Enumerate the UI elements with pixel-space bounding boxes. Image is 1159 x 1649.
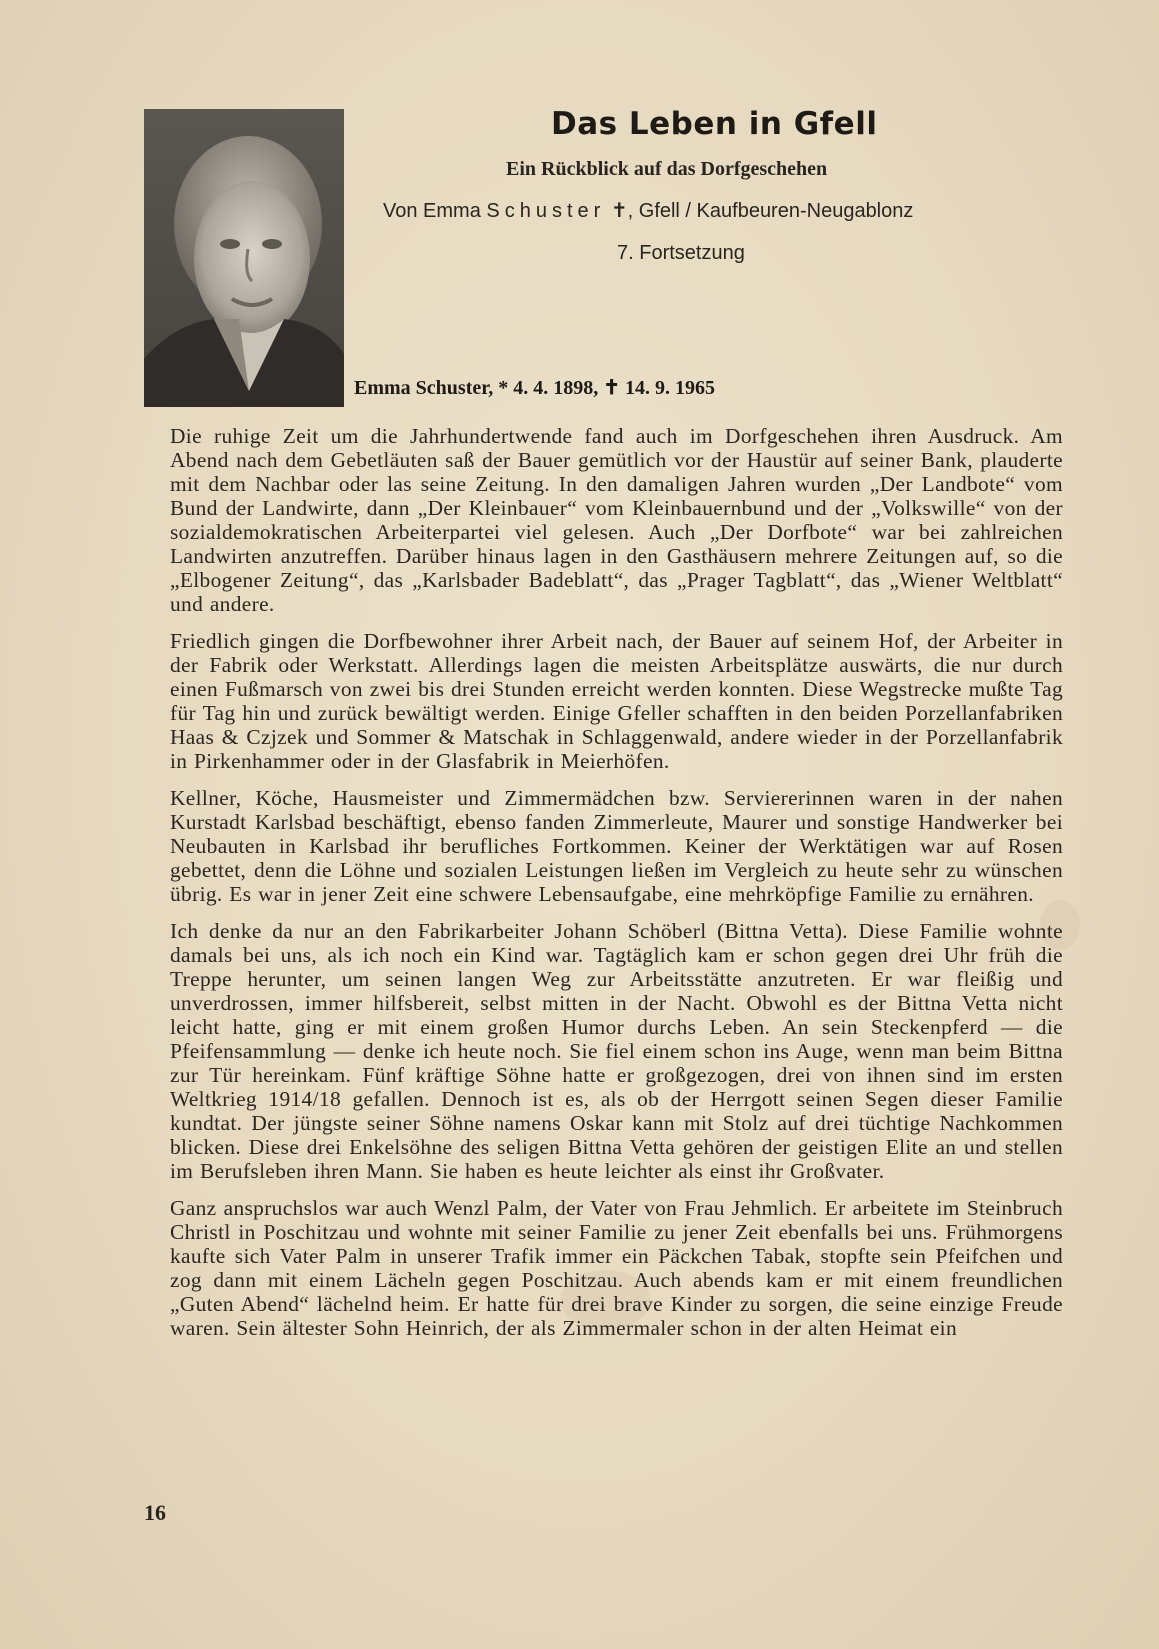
article-title: Das Leben in Gfell: [551, 106, 878, 142]
author-portrait: [144, 109, 344, 407]
byline-author: Schuster: [486, 200, 606, 222]
sequel-label: 7. Fortsetzung: [617, 242, 745, 264]
paragraph: Ganz anspruchslos war auch Wenzl Palm, der Vater von Frau Jehmlich. Er arbeitete im Steinbruch Christl in Poschitzau und wohnte mit seiner Familie zu jener Zeit ebenfalls bei uns. Frühmorgens kaufte sich Vater Palm in unserer Trafik immer ein Päckchen Tabak, stopfte sein Pfeifchen und zog dann mit einem Lächeln gegen Poschitzau. Auch abends kam er mit einem freundlichen „Guten Abend“ lächelnd heim. Er hatte für drei brave Kinder zu sorgen, die seine einzige Freude waren. Sein ältester Sohn Heinrich, der als Zimmermaler schon in der alten Heimat ein: [170, 1196, 1063, 1340]
byline-suffix: ✝, Gfell / Kaufbeuren-Neugablonz: [605, 200, 914, 222]
article-subtitle: Ein Rückblick auf das Dorfgeschehen: [506, 158, 828, 180]
article-body: [170, 424, 1063, 1353]
photo-caption: Emma Schuster, * 4. 4. 1898, ✝ 14. 9. 1965: [354, 377, 716, 399]
paragraph: Ich denke da nur an den Fabrikarbeiter Johann Schöberl (Bittna Vetta). Diese Familie wohnte damals bei uns, als ich noch ein Kind war. Tagtäglich kam er schon gegen drei Uhr früh die Treppe herunter, um seinen langen Weg zur Arbeitsstätte anzutreten. Er war fleißig und unverdrossen, immer hilfsbereit, selbst mitten in der Nacht. Obwohl es der Bittna Vetta nicht leicht hatte, ging er mit einem großen Humor durchs Leben. An sein Steckenpferd — die Pfeifensammlung — denke ich heute noch. Sie fiel einem schon ins Auge, wenn man beim Bittna zur Tür hereinkam. Fünf kräftige Söhne hatte er großgezogen, drei von ihnen sind im ersten Weltkrieg 1914/18 gefallen. Dennoch ist es, als ob der Herrgott seinen Segen dieser Familie kundtat. Der jüngste seiner Söhne namens Oskar kann mit Stolz auf drei tüchtige Nachkommen blicken. Diese drei Enkelsöhne des seligen Bittna Vetta gehören der geistigen Elite an und stellen im Berufsleben ihren Mann. Sie haben es heute leichter als einst ihr Großvater.: [170, 919, 1063, 1183]
article-byline: [383, 198, 913, 223]
page-number: 16: [144, 1500, 166, 1525]
paragraph: Friedlich gingen die Dorfbewohner ihrer Arbeit nach, der Bauer auf seinem Hof, der Arbeiter in der Fabrik oder Werkstatt. Allerdings lagen die meisten Arbeitsplätze auswärts, die nur durch einen Fußmarsch von zwei bis drei Stunden erreicht werden konnten. Diese Wegstrecke mußte Tag für Tag hin und zurück bewältigt werden. Einige Gfeller schafften in den beiden Porzellanfabriken Haas & Czjzek und Sommer & Matschak in Schlaggenwald, andere wieder in der Porzellanfabrik in Pirkenhammer oder in der Glasfabrik in Meierhöfen.: [170, 629, 1063, 773]
paragraph: Die ruhige Zeit um die Jahrhundertwende fand auch im Dorfgeschehen ihren Ausdruck. Am Abend nach dem Gebetläuten saß der Bauer gemütlich vor der Haustür auf seiner Bank, plauderte mit dem Nachbar oder las seine Zeitung. In den damaligen Jahren wurden „Der Landbote“ vom Bund der Landwirte, dann „Der Kleinbauer“ vom Kleinbauernbund und der „Volkswille“ von der sozialdemokratischen Arbeiterpartei viel gelesen. Auch „Der Dorfbote“ war bei zahlreichen Landwirten anzutreffen. Darüber hinaus lagen in den Gasthäusern mehrere Zeitungen auf, so die „Elbogener Zeitung“, das „Karlsbader Badeblatt“, das „Prager Tagblatt“, das „Wiener Weltblatt“ und andere.: [170, 424, 1063, 616]
byline-prefix: Von Emma: [383, 200, 487, 222]
portrait-image: [144, 109, 344, 407]
paragraph: Kellner, Köche, Hausmeister und Zimmermädchen bzw. Serviererinnen waren in der nahen Kurstadt Karlsbad beschäftigt, ebenso fanden Zimmerleute, Maurer und sonstige Handwerker bei Neubauten in Karlsbad ihr berufliches Fortkommen. Keiner der Werktätigen war auf Rosen gebettet, denn die Löhne und sozialen Leistungen ließen im Vergleich zu heute sehr zu wünschen übrig. Es war in jener Zeit eine schwere Lebensaufgabe, eine mehrköpfige Familie zu ernähren.: [170, 786, 1063, 906]
